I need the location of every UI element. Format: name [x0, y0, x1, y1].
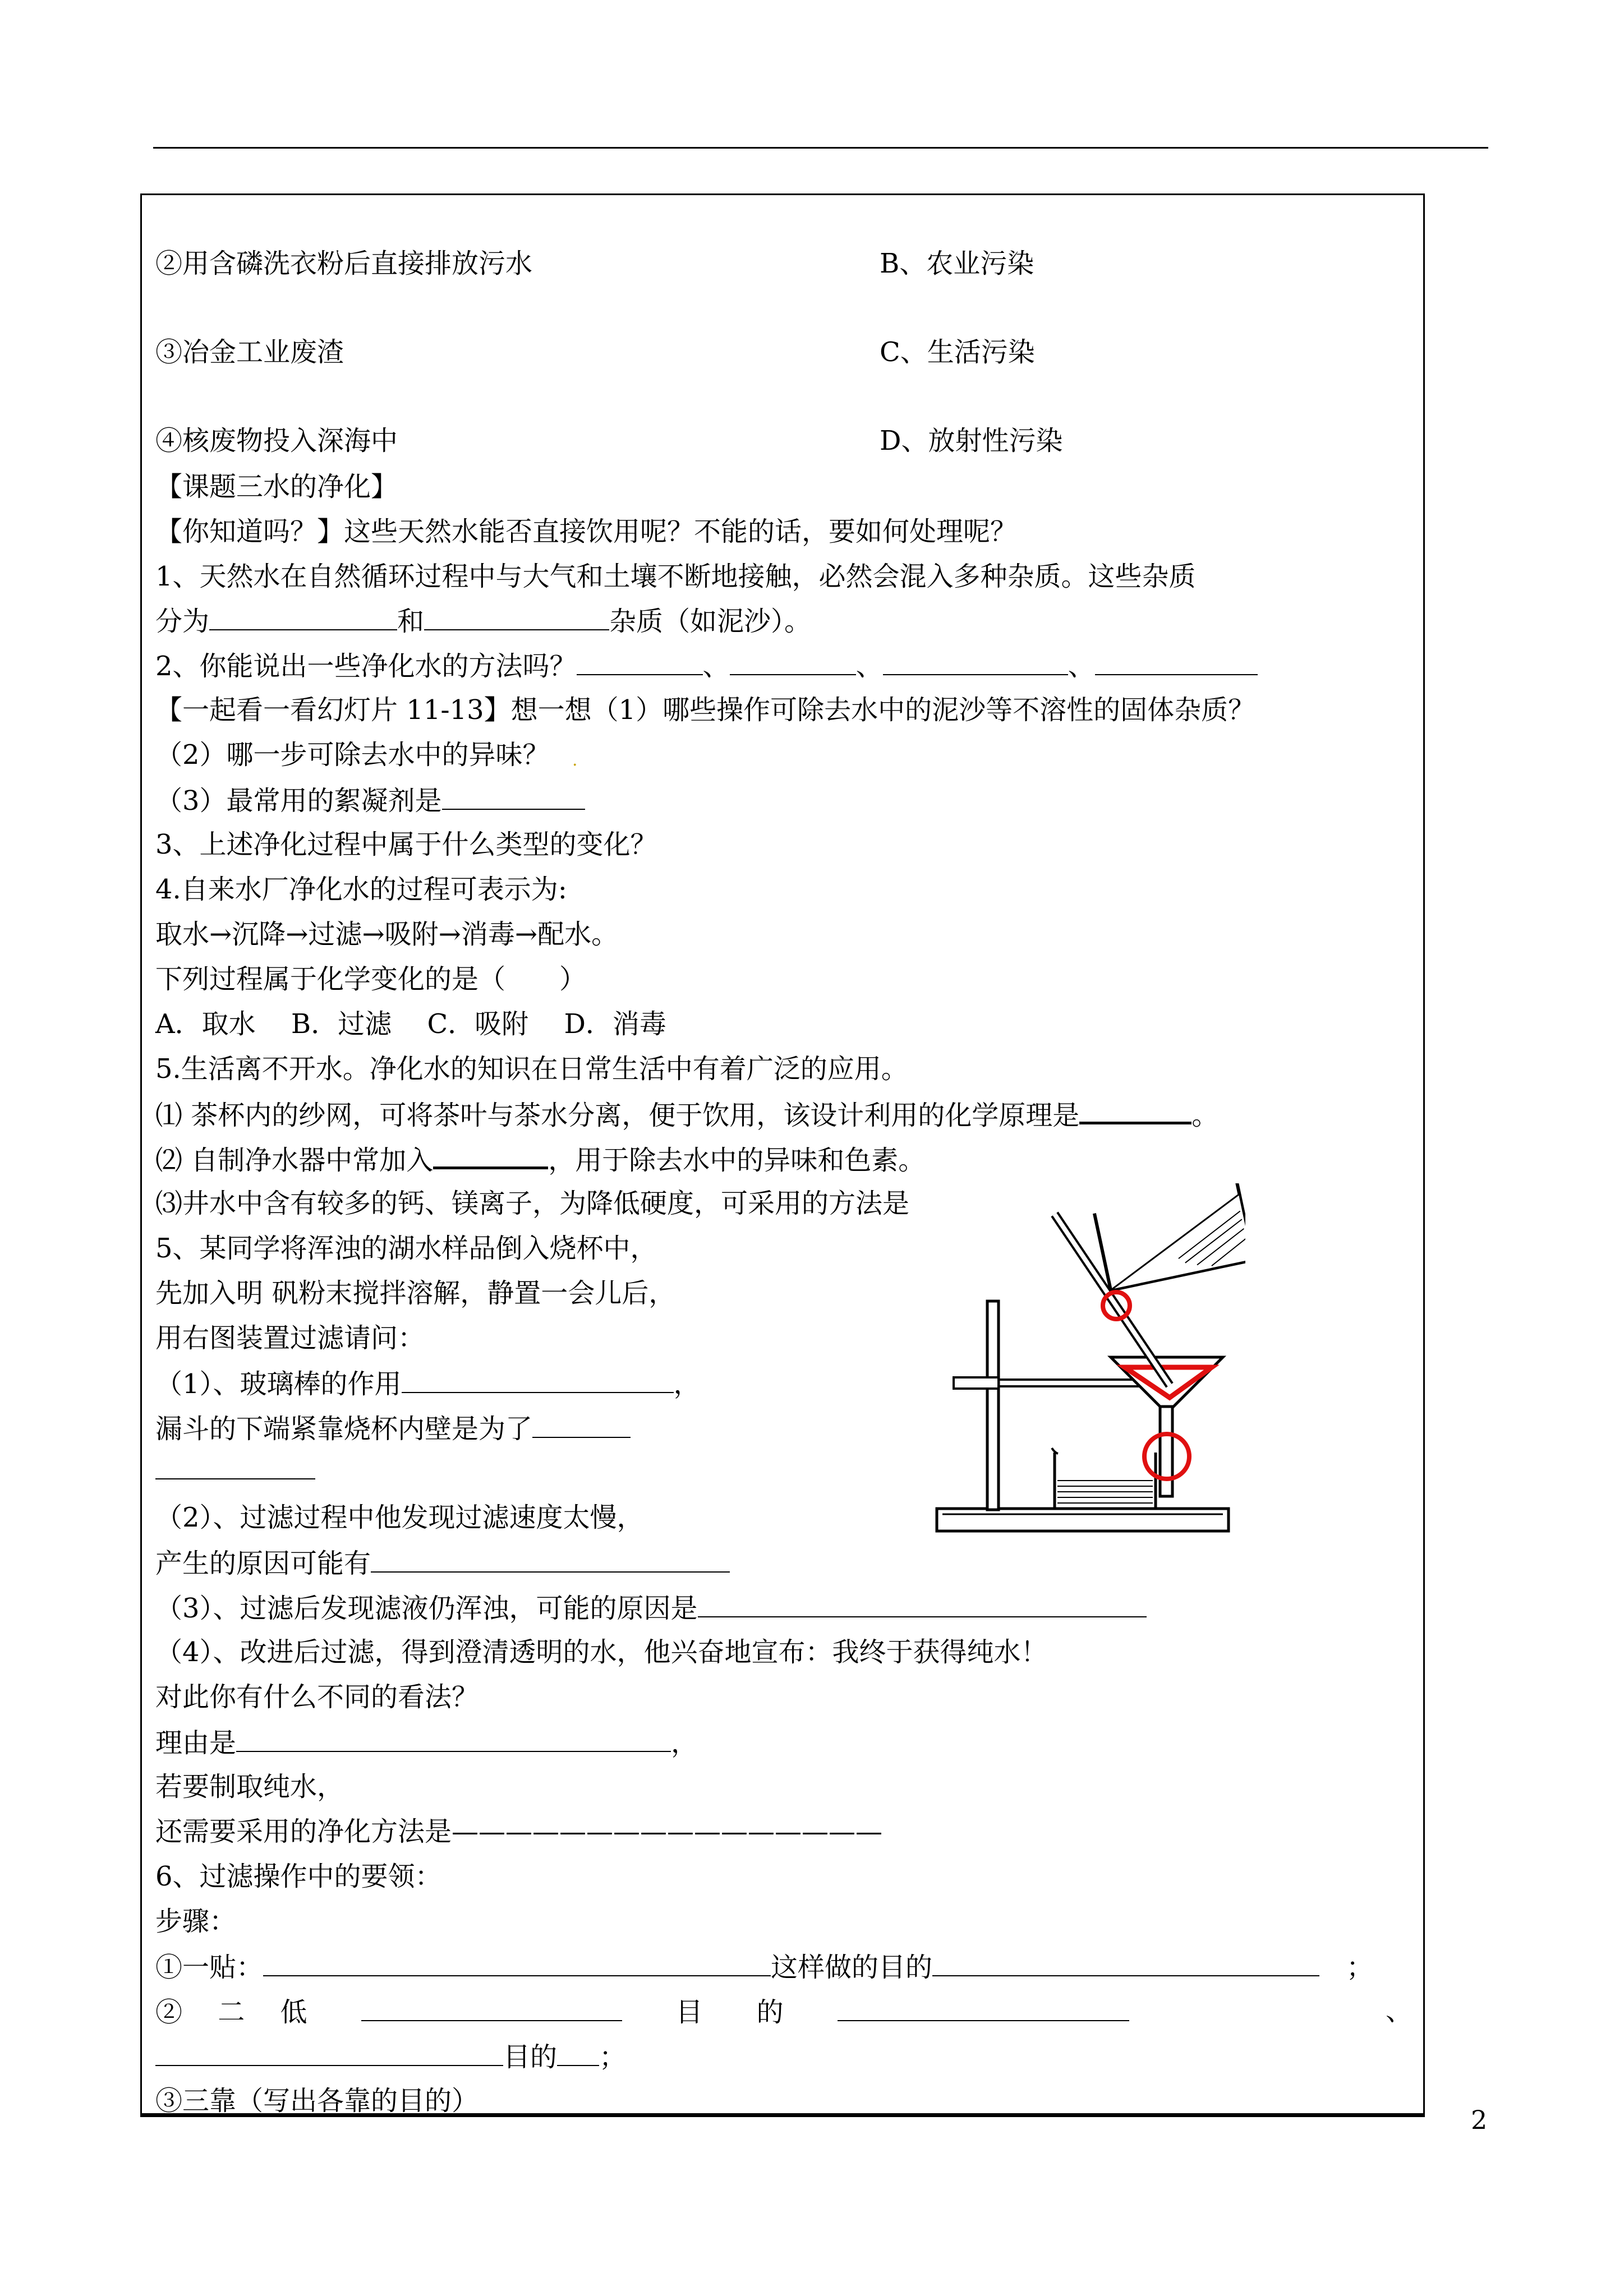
- blank-flocculant[interactable]: [442, 783, 585, 810]
- method-dashes[interactable]: ————————————————: [452, 1816, 883, 1847]
- question-5b-1: （1）、玻璃棒的作用 ，: [155, 1366, 701, 1401]
- blank-slow-cause[interactable]: [371, 1546, 730, 1573]
- question-5b-line-3: 用右图装置过滤请问：: [155, 1322, 425, 1354]
- slides-question: 【一起看一看幻灯片 11-13】想一想（1）哪些操作可除去水中的泥沙等不溶性的固体杂质？: [155, 694, 1255, 726]
- blank-step-2-purpose[interactable]: [838, 1994, 1129, 2021]
- slides-question-2: （2）哪一步可除去水中的异味？: [155, 739, 550, 771]
- question-1-line-1: 1、天然水在自然循环过程中与大气和土壤不断地接触，必然会混入多种杂质。这些杂质: [155, 561, 1196, 592]
- stand-base: [937, 1509, 1229, 1531]
- pollution-item-4: ④核废物投入深海中: [155, 425, 398, 457]
- filtration-apparatus-figure: [931, 1183, 1245, 1542]
- blank-step-2[interactable]: [361, 1994, 622, 2021]
- pouring-beaker: [1094, 1183, 1245, 1290]
- question-4-options: A．取水 B．过滤 C．吸附 D．消毒: [155, 1008, 666, 1040]
- stray-mark: .: [572, 750, 578, 770]
- blank-impurity-1[interactable]: [209, 603, 397, 630]
- slides-question-3: （3）最常用的絮凝剂是: [155, 783, 585, 818]
- question-5b-4: （4）、改进后过滤，得到澄清透明的水，他兴奋地宣布：我终于获得纯水！: [155, 1636, 1048, 1668]
- blank-tea-principle[interactable]: [1079, 1097, 1191, 1124]
- question-5b-funnel-cont: [155, 1453, 315, 1487]
- blank-method-4[interactable]: [1095, 648, 1258, 675]
- blank-step-1-purpose[interactable]: [932, 1949, 1319, 1976]
- funnel-stem: [1160, 1407, 1172, 1496]
- step-2: ② 二 低 目 的: [155, 1994, 1129, 2029]
- steps-label: 步骤：: [155, 1906, 237, 1937]
- blank-funnel-purpose-cont[interactable]: [155, 1453, 315, 1479]
- question-2: 2、你能说出一些净化水的方法吗？ 、 、 、: [155, 648, 1258, 683]
- clamp: [954, 1377, 999, 1389]
- header-rule: [153, 147, 1488, 149]
- blank-step-1[interactable]: [263, 1949, 771, 1976]
- blank-step-2-second-purpose[interactable]: [557, 2039, 599, 2066]
- blank-impurity-2[interactable]: [424, 603, 609, 630]
- blank-reason[interactable]: [236, 1725, 671, 1752]
- question-5b-4b: 对此你有什么不同的看法？: [155, 1681, 479, 1713]
- page-number: 2: [1471, 2105, 1488, 2135]
- step-3: ③三靠（写出各靠的目的）: [155, 2085, 479, 2117]
- question-5b-3: （3）、过滤后发现滤液仍浑浊，可能的原因是: [155, 1590, 1147, 1625]
- blank-method-1[interactable]: [577, 648, 703, 675]
- question-5b-2b: 产生的原因可能有: [155, 1546, 730, 1580]
- question-5-2: ⑵ 自制净水器中常加入 ，用于除去水中的异味和色素。: [155, 1142, 925, 1177]
- method-line: 还需要采用的净化方法是————————————————: [155, 1816, 883, 1847]
- step-2-cont: 目的 ；: [155, 2039, 626, 2074]
- blank-adsorbent[interactable]: [433, 1142, 548, 1169]
- blank-funnel-purpose[interactable]: [532, 1411, 631, 1438]
- stand-rod: [987, 1301, 999, 1510]
- blank-method-2[interactable]: [730, 648, 856, 675]
- question-1-line-2: 分为 和 杂质（如泥沙）。: [155, 603, 811, 638]
- question-5-title: 5.生活离不开水。净化水的知识在日常生活中有着广泛的应用。: [155, 1053, 908, 1085]
- step-1: ①一贴： 这样做的目的 ；: [155, 1949, 1373, 1984]
- pollution-type-c: C、生活污染: [880, 336, 1035, 368]
- question-5b-2a: （2）、过滤过程中他发现过滤速度太慢，: [155, 1502, 644, 1533]
- question-5b-funnel: 漏斗的下端紧靠烧杯内壁是为了: [155, 1411, 631, 1446]
- section-title: 【课题三水的净化】: [155, 471, 398, 502]
- question-5b-line-2: 先加入明 矾粉末搅拌溶解，静置一会儿后，: [155, 1278, 676, 1309]
- blank-method-3[interactable]: [883, 648, 1068, 675]
- question-6: 6、过滤操作中的要领：: [155, 1861, 442, 1892]
- question-3: 3、上述净化过程中属于什么类型的变化？: [155, 829, 657, 860]
- question-5-3: ⑶井水中含有较多的钙、镁离子，为降低硬度，可采用的方法是: [155, 1188, 910, 1219]
- blank-step-2-second[interactable]: [155, 2039, 503, 2066]
- pollution-type-b: B、农业污染: [880, 248, 1034, 279]
- pollution-item-3: ③冶金工业废渣: [155, 336, 344, 368]
- question-4-line-3: 下列过程属于化学变化的是（ ）: [155, 963, 587, 995]
- reason-line: 理由是 ，: [155, 1725, 698, 1760]
- question-5-1: ⑴ 茶杯内的纱网，可将茶叶与茶水分离，便于饮用，该设计利用的化学原理是 。: [155, 1097, 1218, 1132]
- step-2-sep: 、: [1386, 1995, 1413, 2027]
- question-4-line-2: 取水→沉降→过滤→吸附→消毒→配水。: [155, 919, 619, 950]
- pollution-type-d: D、放射性污染: [880, 425, 1063, 457]
- intro-question: 【你知道吗？】这些天然水能否直接饮用呢？不能的话，要如何处理呢？: [155, 516, 1018, 547]
- pollution-item-2: ②用含磷洗衣粉后直接排放污水: [155, 248, 533, 279]
- pure-water-line: 若要制取纯水，: [155, 1771, 344, 1802]
- blank-turbid-cause[interactable]: [698, 1590, 1147, 1617]
- question-4-line-1: 4.自来水厂净化水的过程可表示为:: [155, 874, 567, 905]
- blank-glass-rod-role[interactable]: [402, 1366, 674, 1393]
- question-5b-line-1: 5、某同学将浑浊的湖水样品倒入烧杯中，: [155, 1233, 657, 1264]
